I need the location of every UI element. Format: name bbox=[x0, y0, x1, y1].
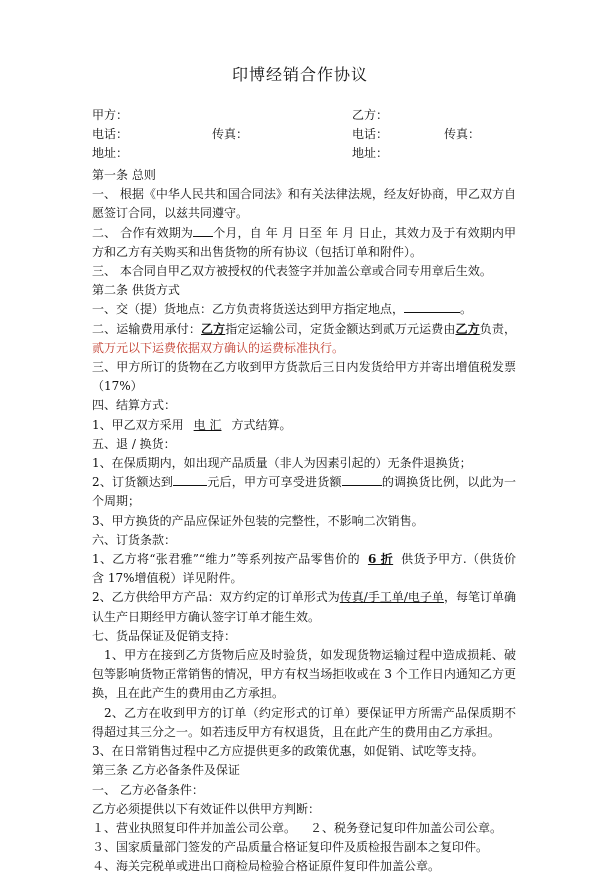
settlement-prefix: 1、甲乙双方采用 bbox=[92, 417, 184, 432]
article-1-clause-2 bbox=[92, 224, 516, 262]
contract-body bbox=[92, 166, 516, 877]
guarantee-clause-1: 1、甲方在接到乙方货物后应及时验货，如发现货物运输过程中造成损耗、破包等影响货物正常销售的情况，甲方有权当场拒收或在 3 个工作日内通知乙方更换，且在此产生的费用由乙方承担。 bbox=[92, 648, 516, 701]
delivery-location-blank bbox=[404, 300, 460, 313]
settlement-heading: 四、结算方式： bbox=[92, 398, 177, 413]
article-1-heading: 第一条 总则 bbox=[92, 168, 156, 182]
return-clause-2 bbox=[92, 473, 516, 511]
freight-prefix: 二、运输费用承付： bbox=[92, 321, 202, 336]
party-a-address-label: 地址： bbox=[92, 146, 129, 160]
settlement-method: 电 汇 bbox=[193, 417, 222, 432]
order-clause-2 bbox=[92, 588, 516, 626]
party-a-label: 甲方： bbox=[92, 108, 129, 122]
freight-red-note: 贰万元以下运费依据双方确认的运费标准执行。 bbox=[92, 340, 345, 355]
article-2-heading: 第二条 供货方式 bbox=[92, 283, 180, 298]
delivery-location-end: 。 bbox=[460, 302, 473, 317]
requirement-4: ４、海关完税单或进出口商检局检验合格证原件复印件加盖公章。 bbox=[92, 859, 441, 874]
order-heading: 六、订货条款： bbox=[92, 532, 177, 547]
delivery-location-text: 一、交（提）货地点：乙方负责将货送达到甲方指定地点， bbox=[92, 302, 405, 317]
guarantee-clause-2: 2、乙方在收到甲方的订单（约定形式的订单）要保证甲方所需产品保质期不得超过其三分之一。如若违反甲方有权退货，且在此产生的费用由乙方承担。 bbox=[92, 705, 516, 739]
requirement-3: ３、国家质量部门签发的产品质量合格证复印件及质检报告副本之复印件。 bbox=[92, 840, 489, 855]
party-b-address-label: 地址： bbox=[352, 146, 389, 160]
guarantee-clause-3: 3、在日常销售过程中乙方应提供更多的政策优惠，如促销、试吃等支持。 bbox=[92, 744, 484, 759]
return-heading: 五、退 / 换货： bbox=[92, 436, 176, 451]
clause-2-rest: 个月，自 年 月 日至 年 月 日止，其效力及于有效期内甲方和乙方有关购买和出售货物的所有协议（包括订单和附件）。 bbox=[92, 225, 516, 259]
return-2-middle: 元后，甲方可享受进货额 bbox=[207, 475, 342, 490]
requirements-intro: 乙方必须提供以下有效证件以供甲方判断： bbox=[92, 801, 321, 816]
freight-middle: 指定运输公司，定货金额达到贰万元运费由 bbox=[225, 321, 456, 336]
requirement-1-2 bbox=[92, 819, 516, 838]
clause-2-prefix: 二、 合作有效期为 bbox=[92, 225, 194, 240]
requirements-heading: 一、 乙方必备条件： bbox=[92, 782, 204, 797]
guarantee-heading: 七、货品保证及促销支持： bbox=[92, 628, 237, 643]
order-2-suffix: ，每笔订单确认生产日期经甲方确认签字订单才能生效。 bbox=[92, 590, 516, 624]
requirement-2: ２、税务登记复印件加盖公司公章。 bbox=[310, 820, 503, 835]
article-3-heading: 第三条 乙方必备条件及保证 bbox=[92, 763, 240, 778]
party-b-phone-label: 电话： bbox=[352, 127, 389, 141]
order-1-prefix: 1、乙方将“张君雅”“维力”等系列按产品零售价的 bbox=[92, 552, 360, 567]
freight-party-2: 乙方 bbox=[455, 321, 480, 336]
return-2-prefix: 2、订货额达到 bbox=[92, 475, 174, 490]
order-2-prefix: 2、乙方供给甲方产品：双方约定的订单形式为 bbox=[92, 590, 340, 605]
party-a-phone-label: 电话： bbox=[92, 127, 129, 141]
settlement-clause bbox=[92, 416, 516, 435]
article-1-clause-3: 三、 本合同自甲乙双方被授权的代表签字并加盖公章或合同专用章后生效。 bbox=[92, 264, 492, 279]
months-blank bbox=[193, 224, 213, 237]
delivery-location-clause bbox=[92, 300, 516, 319]
settlement-suffix: 方式结算。 bbox=[231, 417, 292, 432]
return-2-suffix: 的调换货比例，以此为一个周期； bbox=[92, 475, 516, 509]
order-1-suffix: 供货予甲方.（供货价含 17%增值税）详见附件。 bbox=[92, 552, 516, 586]
return-clause-1: 1、在保质期内，如出现产品质量（非人为因素引起的）无条件退换货； bbox=[92, 456, 472, 471]
article-1-clause-1: 一、 根据《中华人民共和国合同法》和有关法律法规，经友好协商，甲乙双方自愿签订合同，以兹共同遵守。 bbox=[92, 187, 516, 221]
freight-suffix: 负责， bbox=[479, 321, 516, 336]
order-form: 传真/手工单/电子单 bbox=[339, 590, 444, 605]
order-amount-blank bbox=[173, 473, 207, 486]
freight-clause bbox=[92, 320, 516, 358]
party-a-fax-label: 传真： bbox=[212, 127, 249, 141]
order-clause-1 bbox=[92, 550, 516, 588]
freight-party-1: 乙方 bbox=[201, 321, 226, 336]
party-b-label: 乙方： bbox=[352, 108, 389, 122]
discount-value: 6 折 bbox=[367, 552, 394, 567]
requirement-1: １、营业执照复印件并加盖公司公章。 bbox=[92, 820, 297, 835]
party-b-fax-label: 传真： bbox=[444, 127, 481, 141]
exchange-ratio-blank bbox=[342, 473, 382, 486]
invoice-clause: 三、甲方所订的货物在乙方收到甲方货款后三日内发货给甲方并寄出增值税发票（17%） bbox=[92, 360, 516, 394]
return-clause-3: 3、甲方换货的产品应保证外包装的完整性，不影响二次销售。 bbox=[92, 513, 424, 528]
document-title: 印博经销合作协议 bbox=[231, 65, 368, 84]
